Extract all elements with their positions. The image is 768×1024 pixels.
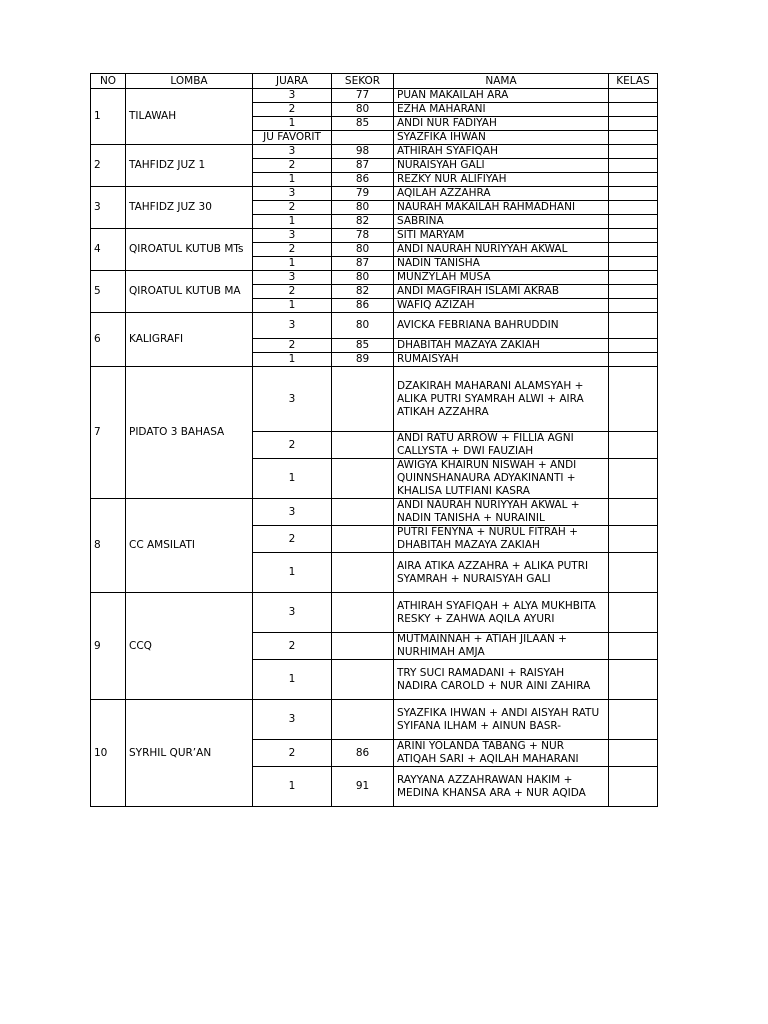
result-row [91, 499, 658, 526]
juara-cell: 3 [253, 499, 332, 526]
sekor-cell [332, 526, 394, 553]
header-kelas: KELAS [609, 74, 658, 89]
result-row [91, 700, 658, 740]
juara-cell: 3 [253, 271, 332, 285]
sekor-cell: 80 [332, 243, 394, 257]
sekor-cell: 86 [332, 740, 394, 767]
kelas-cell [609, 367, 658, 432]
kelas-cell [609, 299, 658, 313]
juara-cell: 1 [253, 117, 332, 131]
kelas-cell [609, 131, 658, 145]
sekor-cell [332, 700, 394, 740]
kelas-cell [609, 285, 658, 299]
nama-cell: NURAISYAH GALI [394, 159, 609, 173]
header-row [91, 74, 658, 89]
sekor-cell [332, 367, 394, 432]
kelas-cell [609, 159, 658, 173]
competition-number: 3 [91, 187, 126, 229]
kelas-cell [609, 499, 658, 526]
competition-name: CC AMSILATI [126, 499, 253, 593]
competition-name: TAHFIDZ JUZ 30 [126, 187, 253, 229]
sekor-cell [332, 660, 394, 700]
sekor-cell: 82 [332, 215, 394, 229]
juara-cell: 3 [253, 229, 332, 243]
competition-number: 6 [91, 313, 126, 367]
nama-cell: REZKY NUR ALIFIYAH [394, 173, 609, 187]
nama-cell: EZHA MAHARANI [394, 103, 609, 117]
competition-number: 5 [91, 271, 126, 313]
sekor-cell: 79 [332, 187, 394, 201]
header-lomba: LOMBA [126, 74, 253, 89]
nama-cell: AQILAH AZZAHRA [394, 187, 609, 201]
juara-cell: 2 [253, 201, 332, 215]
kelas-cell [609, 173, 658, 187]
nama-cell: SITI MARYAM [394, 229, 609, 243]
nama-cell: DZAKIRAH MAHARANI ALAMSYAH + ALIKA PUTRI SYAMRAH ALWI + AIRA ATIKAH AZZAHRA [394, 367, 609, 432]
sekor-cell [332, 432, 394, 459]
sekor-cell: 80 [332, 313, 394, 339]
kelas-cell [609, 526, 658, 553]
juara-cell: 2 [253, 432, 332, 459]
sekor-cell: 77 [332, 89, 394, 103]
kelas-cell [609, 89, 658, 103]
sekor-cell [332, 499, 394, 526]
sekor-cell: 82 [332, 285, 394, 299]
sekor-cell [332, 633, 394, 660]
competition-name: TAHFIDZ JUZ 1 [126, 145, 253, 187]
kelas-cell [609, 660, 658, 700]
results-table [90, 73, 658, 807]
nama-cell: RUMAISYAH [394, 353, 609, 367]
juara-cell: 1 [253, 660, 332, 700]
sekor-cell: 85 [332, 117, 394, 131]
competition-name: QIROATUL KUTUB MA [126, 271, 253, 313]
nama-cell: MUTMAINNAH + ATIAH JILAAN + NURHIMAH AMJA [394, 633, 609, 660]
header-sekor: SEKOR [332, 74, 394, 89]
nama-cell: TRY SUCI RAMADANI + RAISYAH NADIRA CAROLD + NUR AINI ZAHIRA [394, 660, 609, 700]
juara-cell: 1 [253, 299, 332, 313]
nama-cell: SYAZFIKA IHWAN + ANDI AISYAH RATU SYIFANA ILHAM + AINUN BASR- [394, 700, 609, 740]
juara-cell: 2 [253, 103, 332, 117]
competition-number: 10 [91, 700, 126, 807]
sekor-cell: 80 [332, 271, 394, 285]
result-row [91, 187, 658, 201]
result-row [91, 89, 658, 103]
juara-cell: 2 [253, 526, 332, 553]
kelas-cell [609, 271, 658, 285]
juara-cell: JU FAVORIT [253, 131, 332, 145]
nama-cell: AWIGYA KHAIRUN NISWAH + ANDI QUINNSHANAURA ADYAKINANTI + KHALISA LUTFIANI KASRA [394, 459, 609, 499]
nama-cell: PUAN MAKAILAH ARA [394, 89, 609, 103]
nama-cell: NADIN TANISHA [394, 257, 609, 271]
juara-cell: 3 [253, 89, 332, 103]
juara-cell: 1 [253, 257, 332, 271]
kelas-cell [609, 339, 658, 353]
juara-cell: 2 [253, 339, 332, 353]
juara-cell: 1 [253, 553, 332, 593]
results-body [91, 89, 658, 807]
sekor-cell: 87 [332, 257, 394, 271]
result-row [91, 367, 658, 432]
competition-number: 7 [91, 367, 126, 499]
sekor-cell: 86 [332, 173, 394, 187]
nama-cell: ARINI YOLANDA TABANG + NUR ATIQAH SARI + AQILAH MAHARANI [394, 740, 609, 767]
sekor-cell: 87 [332, 159, 394, 173]
competition-name: PIDATO 3 BAHASA [126, 367, 253, 499]
nama-cell: ANDI MAGFIRAH ISLAMI AKRAB [394, 285, 609, 299]
nama-cell: DHABITAH MAZAYA ZAKIAH [394, 339, 609, 353]
result-row [91, 229, 658, 243]
competition-name: SYRHIL QUR’AN [126, 700, 253, 807]
juara-cell: 3 [253, 593, 332, 633]
nama-cell: MUNZYLAH MUSA [394, 271, 609, 285]
kelas-cell [609, 257, 658, 271]
juara-cell: 1 [253, 767, 332, 807]
kelas-cell [609, 740, 658, 767]
competition-number: 2 [91, 145, 126, 187]
nama-cell: AIRA ATIKA AZZAHRA + ALIKA PUTRI SYAMRAH + NURAISYAH GALI [394, 553, 609, 593]
competition-name: QIROATUL KUTUB MTs [126, 229, 253, 271]
juara-cell: 2 [253, 633, 332, 660]
nama-cell: ANDI NAURAH NURIYYAH AKWAL [394, 243, 609, 257]
sekor-cell: 80 [332, 103, 394, 117]
juara-cell: 3 [253, 145, 332, 159]
juara-cell: 1 [253, 215, 332, 229]
juara-cell: 3 [253, 367, 332, 432]
sekor-cell: 98 [332, 145, 394, 159]
juara-cell: 1 [253, 459, 332, 499]
nama-cell: AVICKA FEBRIANA BAHRUDDIN [394, 313, 609, 339]
kelas-cell [609, 700, 658, 740]
nama-cell: ATHIRAH SYAFIQAH + ALYA MUKHBITA RESKY + ZAHWA AQILA AYURI [394, 593, 609, 633]
nama-cell: WAFIQ AZIZAH [394, 299, 609, 313]
sekor-cell [332, 593, 394, 633]
kelas-cell [609, 633, 658, 660]
kelas-cell [609, 117, 658, 131]
kelas-cell [609, 459, 658, 499]
sekor-cell: 91 [332, 767, 394, 807]
juara-cell: 2 [253, 740, 332, 767]
kelas-cell [609, 145, 658, 159]
juara-cell: 2 [253, 243, 332, 257]
kelas-cell [609, 187, 658, 201]
juara-cell: 3 [253, 187, 332, 201]
competition-name: TILAWAH [126, 89, 253, 145]
header-juara: JUARA [253, 74, 332, 89]
result-row [91, 593, 658, 633]
juara-cell: 2 [253, 285, 332, 299]
kelas-cell [609, 229, 658, 243]
competition-number: 9 [91, 593, 126, 700]
sekor-cell: 78 [332, 229, 394, 243]
sekor-cell: 80 [332, 201, 394, 215]
juara-cell: 1 [253, 173, 332, 187]
nama-cell: NAURAH MAKAILAH RAHMADHANI [394, 201, 609, 215]
kelas-cell [609, 243, 658, 257]
kelas-cell [609, 553, 658, 593]
juara-cell: 2 [253, 159, 332, 173]
competition-name: CCQ [126, 593, 253, 700]
header-nama: NAMA [394, 74, 609, 89]
sekor-cell: 89 [332, 353, 394, 367]
nama-cell: RAYYANA AZZAHRAWAN HAKIM + MEDINA KHANSA ARA + NUR AQIDA [394, 767, 609, 807]
competition-number: 4 [91, 229, 126, 271]
juara-cell: 1 [253, 353, 332, 367]
result-row [91, 313, 658, 339]
nama-cell: SABRINA [394, 215, 609, 229]
kelas-cell [609, 201, 658, 215]
competition-name: KALIGRAFI [126, 313, 253, 367]
result-row [91, 145, 658, 159]
header-no: NO [91, 74, 126, 89]
juara-cell: 3 [253, 700, 332, 740]
competition-number: 1 [91, 89, 126, 145]
kelas-cell [609, 593, 658, 633]
kelas-cell [609, 215, 658, 229]
nama-cell: ANDI NAURAH NURIYYAH AKWAL + NADIN TANISHA + NURAINIL [394, 499, 609, 526]
nama-cell: ANDI NUR FADIYAH [394, 117, 609, 131]
kelas-cell [609, 103, 658, 117]
kelas-cell [609, 353, 658, 367]
nama-cell: ANDI RATU ARROW + FILLIA AGNI CALLYSTA + DWI FAUZIAH [394, 432, 609, 459]
nama-cell: ATHIRAH SYAFIQAH [394, 145, 609, 159]
nama-cell: PUTRI FENYNA + NURUL FITRAH + DHABITAH MAZAYA ZAKIAH [394, 526, 609, 553]
nama-cell: SYAZFIKA IHWAN [394, 131, 609, 145]
kelas-cell [609, 432, 658, 459]
sekor-cell [332, 459, 394, 499]
juara-cell: 3 [253, 313, 332, 339]
sekor-cell [332, 131, 394, 145]
sekor-cell: 85 [332, 339, 394, 353]
competition-number: 8 [91, 499, 126, 593]
result-row [91, 271, 658, 285]
sekor-cell [332, 553, 394, 593]
sekor-cell: 86 [332, 299, 394, 313]
kelas-cell [609, 313, 658, 339]
kelas-cell [609, 767, 658, 807]
